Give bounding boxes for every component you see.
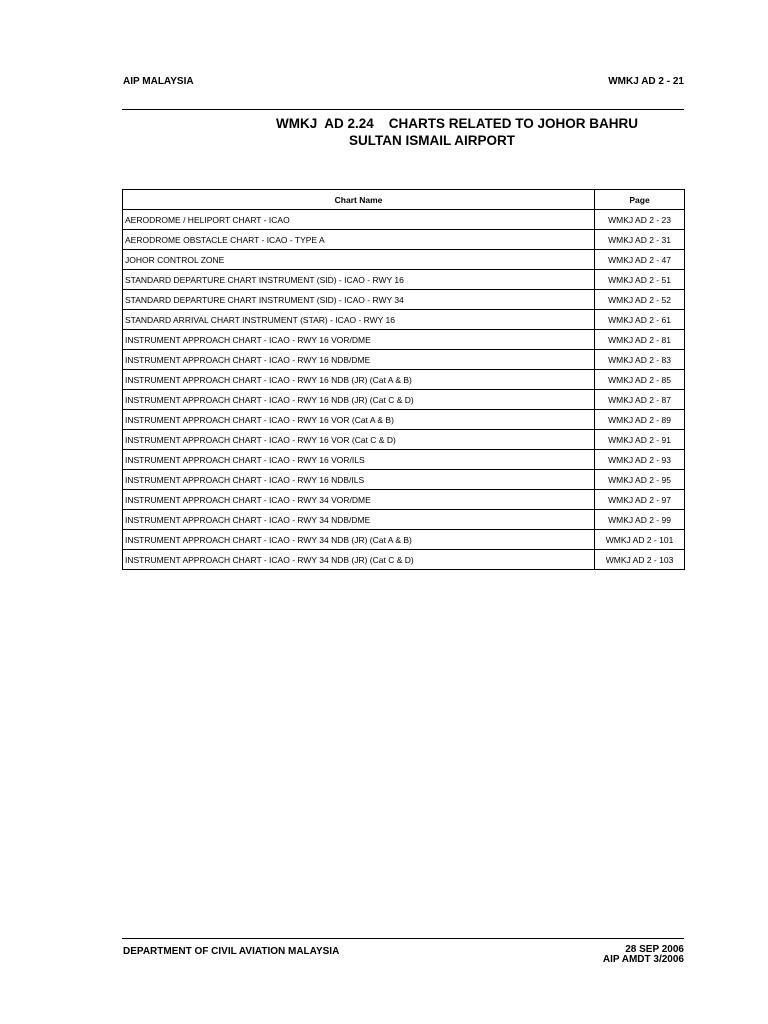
footer-department: DEPARTMENT OF CIVIL AVIATION MALAYSIA (123, 946, 340, 957)
table-row (123, 550, 685, 570)
table-row (123, 490, 685, 510)
footer-right (603, 945, 684, 965)
table-row (123, 370, 685, 390)
chart-name-cell: INSTRUMENT APPROACH CHART - ICAO - RWY 16 NDB (JR) (Cat A & B) (123, 370, 595, 390)
chart-name-cell: INSTRUMENT APPROACH CHART - ICAO - RWY 34 NDB (JR) (Cat C & D) (123, 550, 595, 570)
table-row (123, 470, 685, 490)
table-row (123, 410, 685, 430)
chart-name-cell: INSTRUMENT APPROACH CHART - ICAO - RWY 34 VOR/DME (123, 490, 595, 510)
chart-name-cell: INSTRUMENT APPROACH CHART - ICAO - RWY 16 NDB/ILS (123, 470, 595, 490)
chart-page-cell: WMKJ AD 2 - 91 (595, 430, 685, 450)
charts-table (122, 189, 685, 570)
column-header-chart-name: Chart Name (123, 190, 595, 210)
table-row (123, 210, 685, 230)
table-row (123, 350, 685, 370)
chart-page-cell: WMKJ AD 2 - 47 (595, 250, 685, 270)
chart-name-cell: STANDARD ARRIVAL CHART INSTRUMENT (STAR) - ICAO - RWY 16 (123, 310, 595, 330)
table-row (123, 430, 685, 450)
chart-page-cell: WMKJ AD 2 - 93 (595, 450, 685, 470)
chart-page-cell: WMKJ AD 2 - 52 (595, 290, 685, 310)
table-header-row (123, 190, 685, 210)
chart-page-cell: WMKJ AD 2 - 51 (595, 270, 685, 290)
chart-page-cell: WMKJ AD 2 - 85 (595, 370, 685, 390)
chart-name-cell: INSTRUMENT APPROACH CHART - ICAO - RWY 16 NDB (JR) (Cat C & D) (123, 390, 595, 410)
chart-page-cell: WMKJ AD 2 - 31 (595, 230, 685, 250)
chart-page-cell: WMKJ AD 2 - 83 (595, 350, 685, 370)
table-body (123, 210, 685, 570)
table-row (123, 290, 685, 310)
table-row (123, 250, 685, 270)
table-row (123, 330, 685, 350)
table-row (123, 510, 685, 530)
table-row (123, 530, 685, 550)
chart-page-cell: WMKJ AD 2 - 97 (595, 490, 685, 510)
chart-page-cell: WMKJ AD 2 - 95 (595, 470, 685, 490)
table-row (123, 450, 685, 470)
footer-date: 28 SEP 2006 (625, 944, 684, 955)
chart-name-cell: INSTRUMENT APPROACH CHART - ICAO - RWY 16 VOR (Cat A & B) (123, 410, 595, 430)
page-title-line1: WMKJ AD 2.24 CHARTS RELATED TO JOHOR BAHRU (276, 116, 639, 131)
chart-name-cell: INSTRUMENT APPROACH CHART - ICAO - RWY 16 NDB/DME (123, 350, 595, 370)
page-header-right: WMKJ AD 2 - 21 (608, 76, 684, 87)
table-row (123, 390, 685, 410)
chart-page-cell: WMKJ AD 2 - 81 (595, 330, 685, 350)
chart-name-cell: INSTRUMENT APPROACH CHART - ICAO - RWY 34 NDB (JR) (Cat A & B) (123, 530, 595, 550)
header-rule (122, 109, 684, 110)
chart-page-cell: WMKJ AD 2 - 89 (595, 410, 685, 430)
chart-name-cell: AERODROME OBSTACLE CHART - ICAO - TYPE A (123, 230, 595, 250)
footer-rule (122, 938, 684, 939)
chart-page-cell: WMKJ AD 2 - 87 (595, 390, 685, 410)
page-title (122, 115, 752, 149)
chart-name-cell: INSTRUMENT APPROACH CHART - ICAO - RWY 16 VOR/ILS (123, 450, 595, 470)
chart-page-cell: WMKJ AD 2 - 23 (595, 210, 685, 230)
table-row (123, 230, 685, 250)
chart-name-cell: INSTRUMENT APPROACH CHART - ICAO - RWY 16 VOR (Cat C & D) (123, 430, 595, 450)
chart-page-cell: WMKJ AD 2 - 99 (595, 510, 685, 530)
page-header-left: AIP MALAYSIA (123, 76, 194, 87)
chart-name-cell: INSTRUMENT APPROACH CHART - ICAO - RWY 16 VOR/DME (123, 330, 595, 350)
chart-name-cell: AERODROME / HELIPORT CHART - ICAO (123, 210, 595, 230)
chart-name-cell: STANDARD DEPARTURE CHART INSTRUMENT (SID) - ICAO - RWY 16 (123, 270, 595, 290)
footer-amendment: AIP AMDT 3/2006 (602, 954, 684, 965)
chart-page-cell: WMKJ AD 2 - 103 (595, 550, 685, 570)
page-title-line2: SULTAN ISMAIL AIRPORT (349, 133, 515, 148)
table-row (123, 310, 685, 330)
chart-page-cell: WMKJ AD 2 - 101 (595, 530, 685, 550)
chart-name-cell: STANDARD DEPARTURE CHART INSTRUMENT (SID) - ICAO - RWY 34 (123, 290, 595, 310)
table-row (123, 270, 685, 290)
chart-name-cell: INSTRUMENT APPROACH CHART - ICAO - RWY 34 NDB/DME (123, 510, 595, 530)
chart-page-cell: WMKJ AD 2 - 61 (595, 310, 685, 330)
column-header-page: Page (595, 190, 685, 210)
chart-name-cell: JOHOR CONTROL ZONE (123, 250, 595, 270)
